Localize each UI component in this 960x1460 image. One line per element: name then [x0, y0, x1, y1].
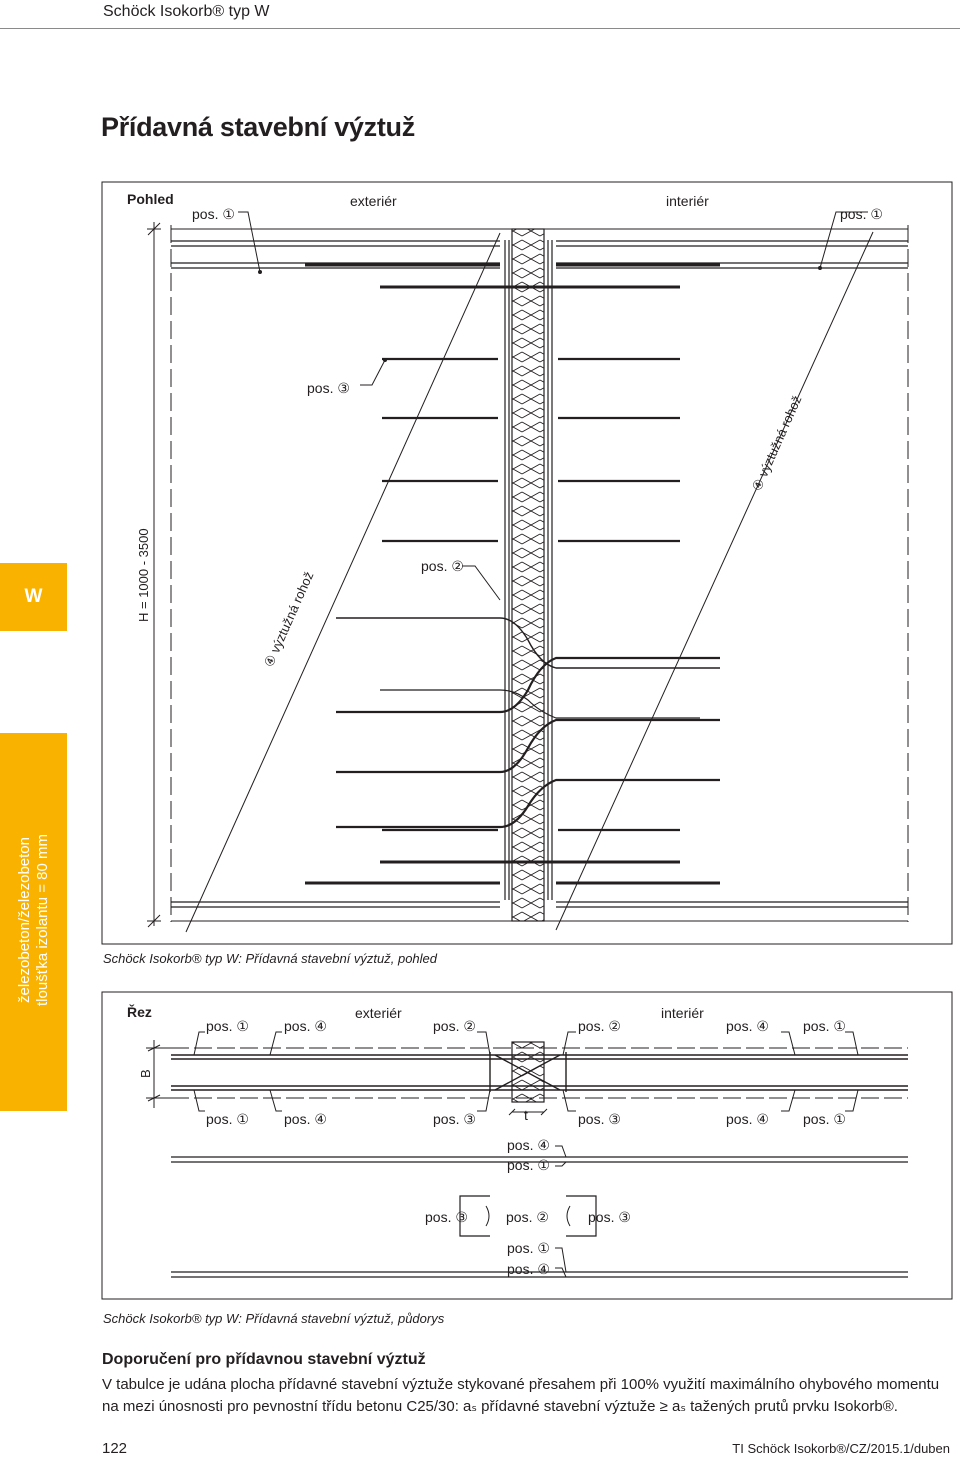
sec-bottom-label: pos. ③ [433, 1111, 476, 1127]
insulation-column [512, 229, 544, 921]
view-pos2: pos. ② [421, 558, 464, 574]
plan-label: pos. ② [506, 1209, 549, 1225]
plan-label: pos. ④ [507, 1261, 550, 1277]
view-mesh-left: ④ výztužná rohož [261, 569, 317, 670]
section-drawing [102, 992, 952, 1299]
page-number: 122 [102, 1440, 128, 1457]
view-pos3: pos. ③ [307, 380, 350, 396]
caption-view: Schöck Isokorb® typ W: Přídavná stavební výztuž, pohled [103, 951, 438, 966]
section-label: Řez [127, 1004, 152, 1020]
sec-top-label: pos. ① [803, 1018, 846, 1034]
mesh-diagonal-right [556, 232, 873, 930]
view-pos1-right: pos. ① [840, 206, 883, 222]
sec-top-label: pos. ④ [284, 1018, 327, 1034]
section-interior: interiér [661, 1005, 704, 1021]
view-label: Pohled [127, 191, 174, 207]
side-tab-line1: železobeton/železobeton [16, 837, 33, 1003]
header-title: Schöck Isokorb® typ W [103, 3, 270, 20]
section-heading: Doporučení pro přídavnou stavební výztuž [102, 1351, 426, 1368]
section-t-dim: t [524, 1107, 528, 1123]
sec-bottom-label: pos. ④ [726, 1111, 769, 1127]
body-paragraph: V tabulce je udána plocha přídavné stavební výztuže stykované přesahem při 100% využití maximálního ohybového momentu na mezi únosnosti pro pevnostní třídu betonu C25/30: aₛ přídavné stavební výztuže ≥ aₛ tažených prutů prvku Isokorb®. [102, 1376, 940, 1415]
view-interior: interiér [666, 193, 709, 209]
plan-label: pos. ④ [507, 1137, 550, 1153]
view-mesh-right: ④ výztužná rohož [749, 393, 805, 494]
plan-label: pos. ③ [588, 1209, 631, 1225]
page-title: Přídavná stavební výztuž [101, 112, 415, 142]
sec-top-label: pos. ④ [726, 1018, 769, 1034]
view-pos1-left: pos. ① [192, 206, 235, 222]
sec-top-label: pos. ② [433, 1018, 476, 1034]
sec-top-label: pos. ① [206, 1018, 249, 1034]
view-drawing [102, 182, 952, 944]
sec-top-label: pos. ② [578, 1018, 621, 1034]
view-height-dim: H = 1000 - 3500 [136, 528, 151, 622]
sec-bottom-label: pos. ① [206, 1111, 249, 1127]
plan-label: pos. ③ [425, 1209, 468, 1225]
document-id: TI Schöck Isokorb®/CZ/2015.1/duben [732, 1441, 950, 1456]
view-leaders [238, 212, 868, 600]
plan-label: pos. ① [507, 1240, 550, 1256]
sec-bottom-label: pos. ③ [578, 1111, 621, 1127]
section-exterior: exteriér [355, 1005, 402, 1021]
view-exterior: exteriér [350, 193, 397, 209]
sec-bottom-label: pos. ④ [284, 1111, 327, 1127]
side-tab-line2: tloušťka izolantu = 80 mm [34, 834, 51, 1006]
section-tab-letter[interactable]: W [0, 563, 67, 631]
plan-label: pos. ① [507, 1157, 550, 1173]
sec-bottom-label: pos. ① [803, 1111, 846, 1127]
caption-plan: Schöck Isokorb® typ W: Přídavná stavební výztuž, půdorys [103, 1311, 445, 1326]
section-b-dim: B [138, 1069, 153, 1078]
